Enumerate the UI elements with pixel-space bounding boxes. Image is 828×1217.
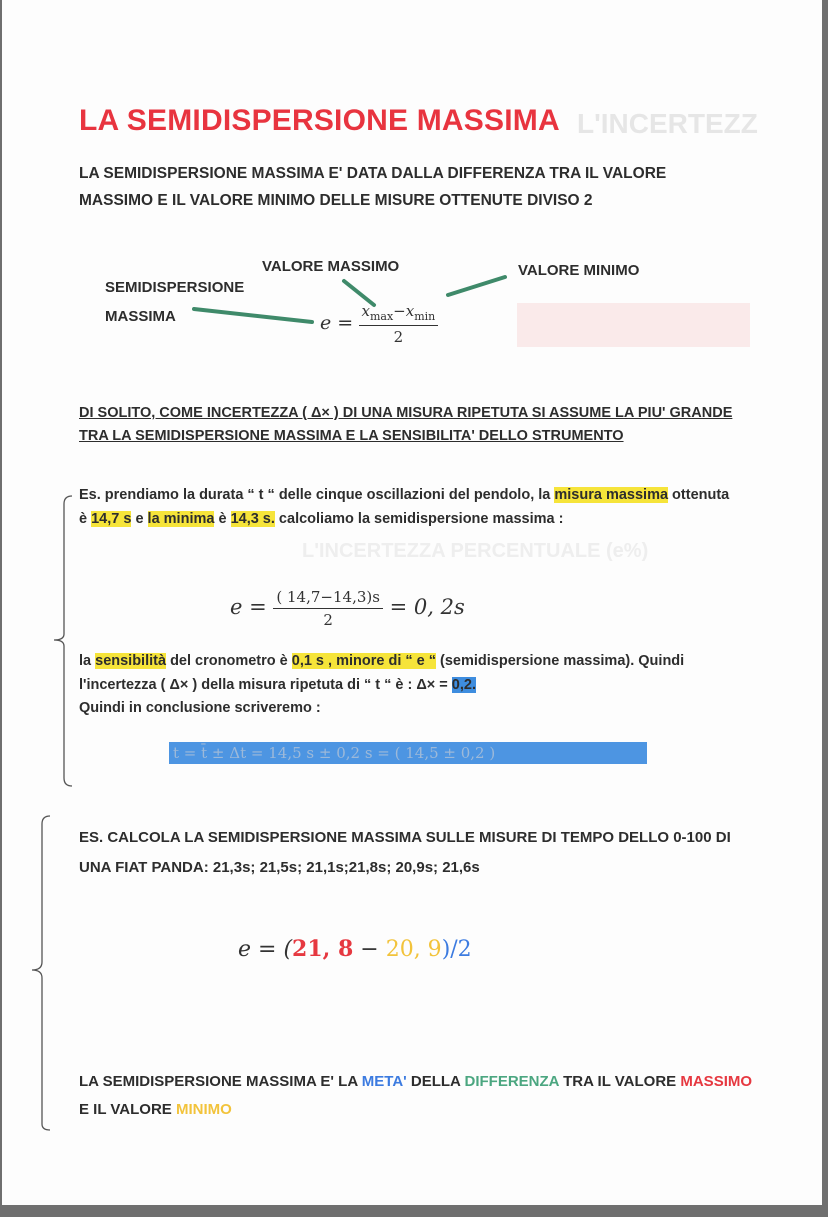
- highlight-misura-massima: misura massima: [554, 487, 669, 503]
- definition-text: LA SEMIDISPERSIONE MASSIMA E' DATA DALLA DIFFERENZA TRA IL VALORE MASSIMO E IL VALORE MINIMO DELLE MISURE OTTENUTE DIVISO 2: [79, 165, 667, 209]
- arrow-valore-massimo: [344, 281, 374, 305]
- sensitivity-text: la: [79, 653, 96, 669]
- exercise-eq-rhs: )/2: [441, 937, 472, 962]
- conclusion-minimo: MINIMO: [175, 1101, 232, 1118]
- example-text: è: [214, 510, 231, 527]
- conclusion-text: TRA IL VALORE: [558, 1073, 681, 1090]
- sensitivity-text: del cronometro è: [166, 653, 292, 669]
- highlight-sensitivity-value: 0,1 s , minore di “ e “: [291, 653, 436, 669]
- result-text: t = t̄ ± Δt = 14,5 s ± 0,2 s = ( 14,5 ± 0,2 ): [173, 744, 496, 762]
- conclusion-meta: META': [361, 1073, 407, 1090]
- exercise-brace: [32, 816, 50, 1130]
- highlight-la-minima: la minima: [147, 510, 215, 527]
- arrow-semidispersione: [194, 309, 312, 322]
- conclusion-massimo: MASSIMO: [680, 1073, 753, 1090]
- document-page: [2, 0, 822, 1205]
- example-eq-numerator: ( 14,7−14,3)s: [273, 588, 383, 609]
- formula-sub-max: max: [369, 310, 394, 323]
- formula-x-min: −x: [393, 302, 415, 320]
- formula-x-max: x: [361, 302, 370, 320]
- arrow-valore-minimo: [448, 277, 505, 295]
- ghost-text-top: L'INCERTEZZ: [577, 108, 758, 139]
- ghost-text-middle: L'INCERTEZZA PERCENTUALE (e%): [302, 540, 649, 562]
- conclusion-text: E IL VALORE: [79, 1101, 176, 1118]
- highlight-uncertainty-value: 0,2.: [451, 676, 476, 693]
- conclusion-differenza: DIFFERENZA: [464, 1073, 559, 1090]
- label-valore-massimo: VALORE MASSIMO: [262, 258, 400, 275]
- example-eq-lhs: e =: [230, 595, 267, 619]
- annotation-overlay: [2, 0, 822, 1205]
- exercise-prompt: ES. CALCOLA LA SEMIDISPERSIONE MASSIMA SULLE MISURE DI TEMPO DELLO 0-100 DI UNA FIAT PANDA: 21,3s; 21,5s; 21,1s;21,8s; 20,9s; 21,6s: [79, 829, 731, 876]
- rule-paragraph: DI SOLITO, COME INCERTEZZA ( Δ× ) DI UNA MISURA RIPETUTA SI ASSUME LA PIU' GRANDE TRA LA SEMIDISPERSIONE MASSIMA E LA SENSIBILITA' DELLO STRUMENTO: [79, 405, 733, 444]
- exercise-eq-minus: −: [353, 937, 386, 962]
- formula-lhs: e =: [320, 312, 354, 335]
- exercise-eq-max: 21, 8: [292, 936, 354, 962]
- page-title: LA SEMIDISPERSIONE MASSIMA: [79, 104, 560, 137]
- conclusion-text: DELLA: [406, 1073, 465, 1090]
- formula-denominator: 2: [393, 328, 404, 346]
- example-text: e: [131, 510, 148, 527]
- highlight-max-value: 14,7 s: [91, 510, 132, 527]
- example-text: calcoliamo la semidispersione massima :: [274, 510, 564, 527]
- exercise-eq-lhs: e = (: [238, 937, 293, 962]
- exercise-eq-min: 20, 9: [385, 937, 442, 962]
- formula-sub-min: min: [414, 310, 436, 323]
- conclusion-text: LA SEMIDISPERSIONE MASSIMA E' LA: [79, 1073, 362, 1090]
- highlight-sensibilita: sensibilità: [95, 653, 167, 669]
- example-eq-denominator: 2: [323, 611, 333, 629]
- highlight-min-value: 14,3 s.: [230, 510, 275, 527]
- label-massima: MASSIMA: [105, 308, 176, 325]
- example-brace: [54, 496, 72, 786]
- example-eq-rhs: = 0, 2s: [389, 595, 465, 619]
- example-text: ottenuta è: [79, 487, 730, 527]
- example-text: Es. prendiamo la durata “ t “ delle cinque oscillazioni del pendolo, la: [79, 487, 555, 503]
- label-semidispersione: SEMIDISPERSIONE: [105, 279, 245, 296]
- conclusion-lead-text: Quindi in conclusione scriveremo :: [79, 700, 321, 716]
- label-valore-minimo: VALORE MINIMO: [518, 262, 640, 279]
- sensitivity-text: (semidispersione massima). Quindi l'incertezza ( Δ× ) della misura ripetuta di “ t “ è : Δ× =: [79, 653, 685, 693]
